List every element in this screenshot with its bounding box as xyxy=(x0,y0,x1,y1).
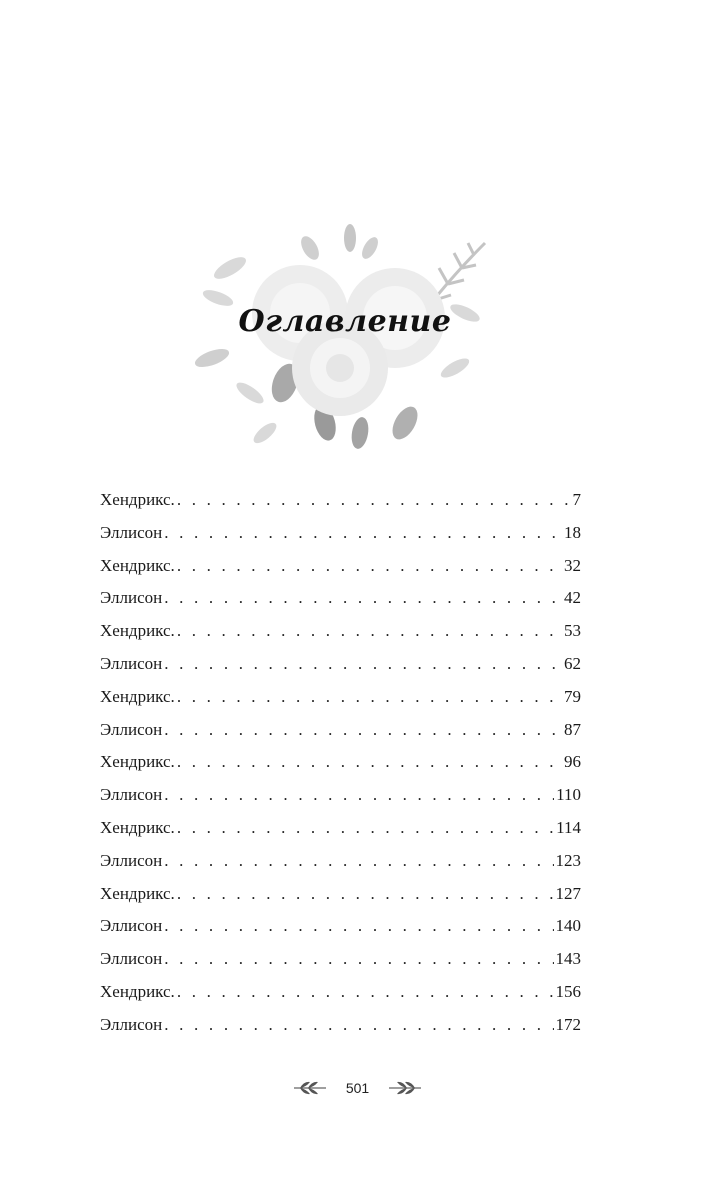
toc-entry-title: Эллисон xyxy=(100,1014,163,1034)
dot-leader xyxy=(177,484,571,517)
toc-row xyxy=(100,910,581,943)
toc-entry-page: 96 xyxy=(564,752,581,772)
toc-row xyxy=(100,943,581,976)
toc-row xyxy=(100,681,581,714)
toc-row xyxy=(100,746,581,779)
toc-row xyxy=(100,714,581,747)
toc-entry-title: Эллисон xyxy=(100,653,163,673)
toc-entry-page: 42 xyxy=(564,588,581,608)
toc-entry-title: Эллисон xyxy=(100,588,163,608)
page-footer xyxy=(0,1074,715,1102)
toc-row xyxy=(100,812,581,845)
toc-entry-title: Хендрикс. xyxy=(100,555,175,575)
toc-row xyxy=(100,648,581,681)
toc-row xyxy=(100,615,581,648)
toc-row xyxy=(100,517,581,550)
toc-entry-title: Хендрикс. xyxy=(100,752,175,772)
toc-entry-title: Хендрикс. xyxy=(100,883,175,903)
toc-entry-page: 140 xyxy=(555,916,581,936)
floral-bouquet-icon xyxy=(190,218,500,468)
toc-row xyxy=(100,550,581,583)
toc-entry-title: Хендрикс. xyxy=(100,490,175,509)
toc-entry-page: 127 xyxy=(555,883,581,903)
toc-row xyxy=(100,878,581,911)
dot-leader xyxy=(177,550,562,583)
page-number: 501 xyxy=(345,1080,370,1096)
toc-entry-title: Эллисон xyxy=(100,949,163,969)
toc-entry-page: 156 xyxy=(555,981,581,1001)
toc-entry-page: 114 xyxy=(556,817,581,837)
toc-entry-page: 32 xyxy=(564,555,581,575)
dot-leader xyxy=(177,976,554,1009)
toc-entry-title: Эллисон xyxy=(100,522,163,542)
dot-leader xyxy=(164,910,553,943)
leaf-sprig-right-icon xyxy=(383,1078,423,1098)
toc-entry-title: Хендрикс. xyxy=(100,621,175,641)
toc-entry-title: Хендрикс. xyxy=(100,817,175,837)
dot-leader xyxy=(164,517,562,550)
toc-entry-title: Хендрикс. xyxy=(100,686,175,706)
toc-row xyxy=(100,484,581,517)
dot-leader xyxy=(177,681,562,714)
dot-leader xyxy=(177,812,554,845)
toc-entry-page: 79 xyxy=(564,686,581,706)
dot-leader xyxy=(164,779,554,812)
page-title: Оглавление xyxy=(238,304,452,339)
toc-entry-title: Эллисон xyxy=(100,850,163,870)
toc-entry-page: 87 xyxy=(564,719,581,739)
toc-entry-page: 53 xyxy=(564,621,581,641)
toc-row xyxy=(100,1009,581,1042)
dot-leader xyxy=(177,878,554,911)
toc-entry-title: Эллисон xyxy=(100,785,163,805)
toc-entry-title: Эллисон xyxy=(100,916,163,936)
toc-entry-title: Эллисон xyxy=(100,719,163,739)
toc-row xyxy=(100,582,581,615)
toc-entry-title: Хендрикс. xyxy=(100,981,175,1001)
dot-leader xyxy=(164,714,562,747)
toc-row xyxy=(100,779,581,812)
toc-entry-page: 18 xyxy=(564,522,581,542)
toc-row xyxy=(100,845,581,878)
dot-leader xyxy=(164,845,553,878)
toc-entry-page: 62 xyxy=(564,653,581,673)
toc-entry-page: 143 xyxy=(555,949,581,969)
dot-leader xyxy=(164,1009,553,1042)
dot-leader xyxy=(177,746,562,779)
dot-leader xyxy=(164,582,562,615)
toc-row xyxy=(100,976,581,1009)
toc-entry-page: 110 xyxy=(556,785,581,805)
toc-entry-page: 172 xyxy=(555,1014,581,1034)
toc-entry-page: 123 xyxy=(555,850,581,870)
table-of-contents xyxy=(100,484,581,1042)
leaf-sprig-left-icon xyxy=(292,1078,332,1098)
toc-entry-page: 7 xyxy=(572,490,581,509)
dot-leader xyxy=(164,943,553,976)
dot-leader xyxy=(177,615,562,648)
dot-leader xyxy=(164,648,562,681)
